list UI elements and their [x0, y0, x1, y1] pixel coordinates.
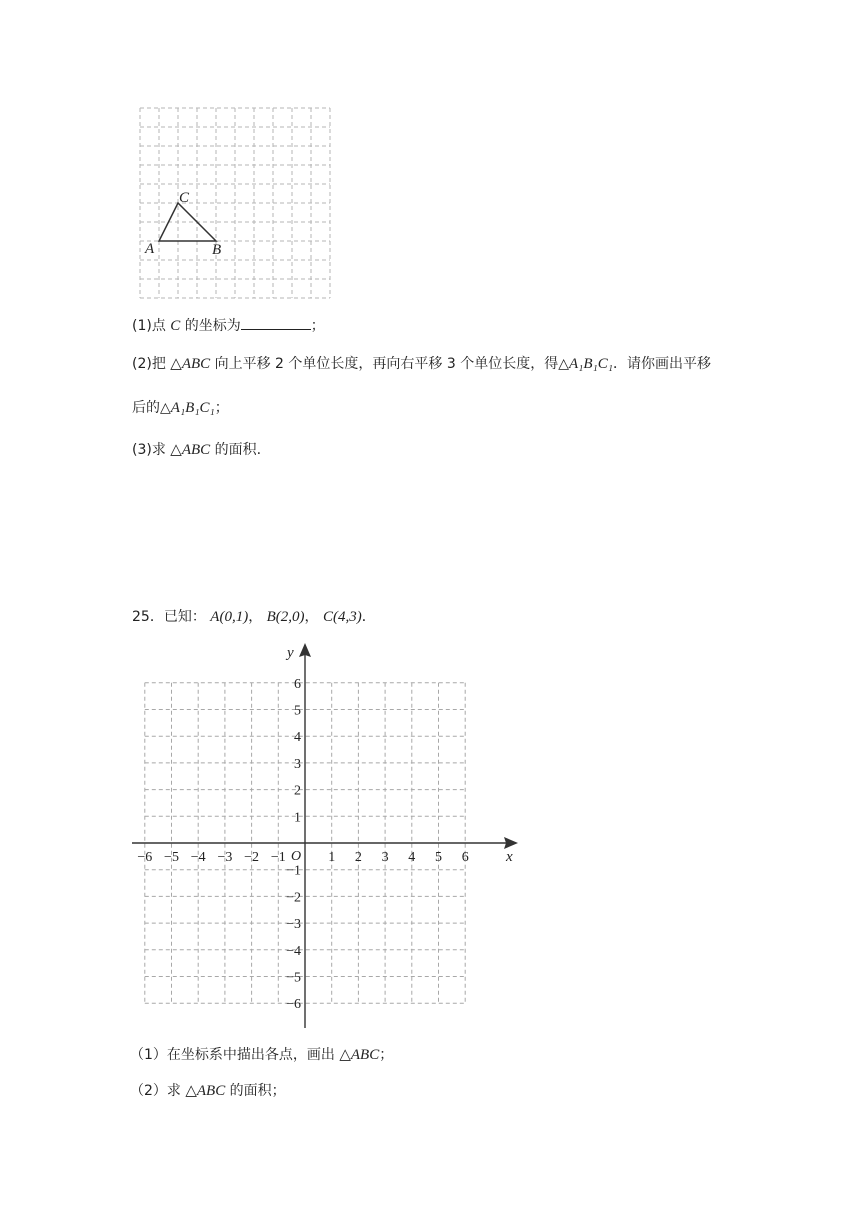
- y-tick-label: −1: [286, 863, 301, 879]
- q25-part2-end: 的面积；: [225, 1083, 286, 1099]
- q25-point-c: C(4,3): [323, 609, 362, 625]
- q24-part2-line2: [132, 398, 229, 418]
- q25-point-a: A(0,1): [210, 609, 249, 625]
- y-tick-label: 4: [294, 730, 301, 746]
- q25-part2-prefix: （2）求: [130, 1083, 186, 1099]
- y-tick-labels: [286, 677, 301, 1012]
- y-tick-label: −6: [286, 997, 301, 1013]
- q25-part1-prefix: （1）在坐标系中描出各点，画出: [130, 1047, 340, 1063]
- y-tick-label: 5: [294, 703, 301, 719]
- q25-part2: [130, 1081, 286, 1101]
- q24-part3: [132, 440, 261, 460]
- x-tick-label: 1: [328, 850, 336, 865]
- answer-blank: [241, 315, 311, 330]
- y-axis-label: y: [287, 645, 294, 661]
- x-tick-label: 6: [461, 850, 469, 865]
- q24-part1: [132, 315, 325, 336]
- y-tick-label: 1: [294, 810, 301, 826]
- y-tick-label: −4: [286, 943, 301, 959]
- x-tick-label: −4: [190, 850, 206, 865]
- vertex-label-a: A: [145, 241, 155, 257]
- coordinate-axes: [132, 643, 518, 1028]
- x-tick-label: 4: [408, 850, 416, 865]
- q25-sep2: ，: [304, 609, 319, 625]
- q25-part1: [130, 1045, 393, 1065]
- q25-part2-triangle: △ABC: [185, 1083, 226, 1099]
- q24-part1-suffix: 的坐标为: [180, 318, 241, 334]
- q24-part3-prefix: (3)求: [132, 442, 171, 458]
- q24-part1-end: ；: [310, 318, 325, 334]
- x-tick-label: −3: [217, 850, 233, 865]
- x-tick-label: 5: [435, 850, 442, 865]
- x-tick-label: −2: [244, 850, 260, 865]
- q24-part1-prefix: (1)点: [132, 318, 171, 334]
- q25-number: 25．已知：: [132, 609, 206, 625]
- grid-lines: [140, 108, 330, 298]
- y-tick-label: −2: [286, 890, 301, 906]
- q24-part1-var: C: [170, 318, 181, 334]
- q24-part3-triangle: △ABC: [170, 442, 211, 458]
- q25-point-b: B(2,0): [266, 609, 305, 625]
- q25-part1-end: ；: [379, 1047, 394, 1063]
- q24-part2-line1: [132, 354, 711, 374]
- x-tick-label: −1: [270, 850, 286, 865]
- q25-part1-triangle: △ABC: [339, 1047, 380, 1063]
- y-tick-label: 6: [294, 676, 301, 692]
- coordinate-plane-figure: [126, 640, 526, 1032]
- x-tick-label: −6: [137, 850, 153, 865]
- x-axis-label: x: [506, 849, 513, 865]
- q24-part2-line2-prefix: 后的△: [132, 400, 171, 416]
- triangle-abc: [159, 203, 216, 241]
- y-tick-label: 2: [294, 783, 301, 799]
- y-tick-label: −5: [286, 970, 301, 986]
- origin-label: O: [291, 849, 302, 864]
- q24-part2-line2-triangle: A₁B₁C₁: [170, 400, 215, 416]
- q24-part2-mid: 向上平移 2 个单位长度，再向右平移 3 个单位长度，得△: [210, 356, 569, 372]
- q24-part3-end: 的面积.: [210, 442, 262, 458]
- x-tick-label: −5: [164, 850, 179, 865]
- q24-part2-triangle: △ABC: [170, 356, 211, 372]
- y-tick-label: 3: [294, 756, 301, 772]
- y-tick-label: −3: [286, 917, 301, 933]
- q25-end: ．: [361, 609, 376, 625]
- x-tick-labels: [137, 850, 468, 865]
- q24-part2-end: ．请你画出平移: [612, 356, 711, 372]
- q25-sep1: ，: [248, 609, 263, 625]
- x-tick-label: 3: [381, 850, 389, 865]
- q24-part2-line2-end: ；: [214, 400, 229, 416]
- vertex-label-b: B: [212, 242, 222, 258]
- q24-part2-triangle1: A₁B₁C₁: [569, 356, 613, 372]
- x-tick-label: 2: [354, 850, 362, 865]
- triangle-grid-figure: [138, 106, 334, 302]
- q24-part2-prefix: (2)把: [132, 356, 171, 372]
- vertex-label-c: C: [179, 190, 190, 206]
- q25-given: [132, 607, 376, 627]
